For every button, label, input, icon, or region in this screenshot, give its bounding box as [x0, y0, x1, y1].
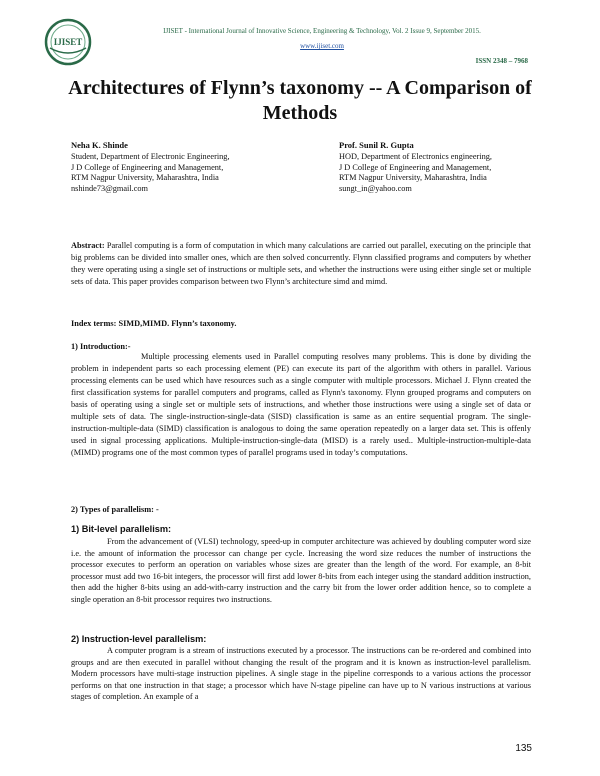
index-terms: Index terms: SIMD,MIMD. Flynn’s taxonomy. [71, 319, 237, 328]
section-heading-types: 2) Types of parallelism: - [71, 505, 159, 514]
instruction-level-text: A computer program is a stream of instructions executed by a processor. The instructions can be re-ordered and combined into groups and are then executed in parallel without changing the result of the program and it is known as instruction-level parallelism. Modern processors have multi-stage instruction pipelines. A single stage in the pipeline corresponds to a various actions the processor performs on that one instruction in that stage; a processor which have N-stage pipeline can have up to N various instructions at various stages of completion. An example of a [71, 646, 531, 702]
page-number: 135 [515, 743, 532, 754]
abstract [71, 240, 531, 288]
bit-level-paragraph [71, 536, 531, 606]
logo-text: IJISET [53, 37, 83, 47]
author-name: Neha K. Shinde [71, 140, 128, 150]
journal-header: IJISET - International Journal of Innovative Science, Engineering & Technology, Vol. 2 Issue 9, September 2015. [163, 27, 481, 35]
author-affiliation-line: RTM Nagpur University, Maharashtra, India [339, 173, 487, 183]
instruction-level-paragraph [71, 645, 531, 703]
bit-level-text: From the advancement of (VLSI) technology, speed-up in computer architecture was achieved by doubling computer word size i.e. the amount of information the processor can change per cycle. Increasing the word size reduces the number of instructions the processor executes to perform an operation on variables whose sizes are greater than the length of the word. For example, an 8-bit processor must add two 16-bit integers, the processor will first add lower 8-bits from each integer using the standard addition instruction, then add the higher 8-bits using an add-with-carry instruction and the carry bit from the lower order addition hence, so to complete a single operation an 8-bit processor requires two instructions. [71, 537, 531, 604]
journal-logo [44, 18, 92, 66]
author-email: nshinde73@gmail.com [71, 184, 149, 194]
author-affiliation-line: RTM Nagpur University, Maharashtra, India [71, 173, 219, 183]
author-block-1 [71, 140, 230, 195]
author-email: sungt_in@yahoo.com [339, 184, 412, 194]
author-name: Prof. Sunil R. Gupta [339, 140, 414, 150]
introduction-paragraph [71, 351, 531, 459]
issn: ISSN 2348 – 7968 [475, 57, 528, 65]
author-affiliation-line: Student, Department of Electronic Engineering, [71, 151, 230, 161]
abstract-text: Parallel computing is a form of computation in which many calculations are carried out parallel, executing on the principle that big problems can be divided into smaller ones, which are then solved concurrently. Flynn classified programs and computers by whether they were operating using a single set of instructions or multiple sets, and whether the instructions were using either single set or multiple sets of data. This paper provides comparison between two Flynn’s architecture simd and mimd. [71, 241, 531, 286]
author-affiliation-line: J D College of Engineering and Management, [339, 162, 492, 172]
paper-title: Architectures of Flynn’s taxonomy -- A Comparison of Methods [68, 77, 532, 124]
author-block-2 [339, 140, 492, 195]
introduction-text: Multiple processing elements used in Parallel computing resolves many problems. This is done by dividing the problem in independent parts so each processing element (PE) can execute its part of the algorithm with others in parallel. Various processing elements can be used which have resources such as a single computer with multiple processors. Michael J. Flynn created the first classification systems for parallel computers and programs, called as Flynn's taxonomy. Flynn grouped programs and computers on basis of operating using a single set or multiple sets of instructions, and whether those instructions were using a single set of data or multiple sets of data. The single-instruction-single-data (SISD) classification is same as an entire sequential program. The single-instruction-multiple-data (SIMD) classification is analogous to doing the same operation repeatedly on a larger data set. This is offenly used in signal processing applications. Multiple-instruction-single-data (MISD) is a rarely used.. Multiple-instruction-multiple-data (MIMD) programs one of the most common types of parallel programs used in today’s computations. [71, 352, 531, 457]
section-heading-introduction: 1) Introduction:- [71, 342, 131, 351]
abstract-label: Abstract: [71, 241, 105, 250]
journal-url-link[interactable]: www.ijiset.com [300, 42, 344, 50]
subsection-heading-bit-level: 1) Bit-level parallelism: [71, 524, 172, 534]
subsection-heading-instruction-level: 2) Instruction-level parallelism: [71, 634, 207, 644]
author-affiliation-line: J D College of Engineering and Management, [71, 162, 224, 172]
author-affiliation-line: HOD, Department of Electronics engineering, [339, 151, 492, 161]
